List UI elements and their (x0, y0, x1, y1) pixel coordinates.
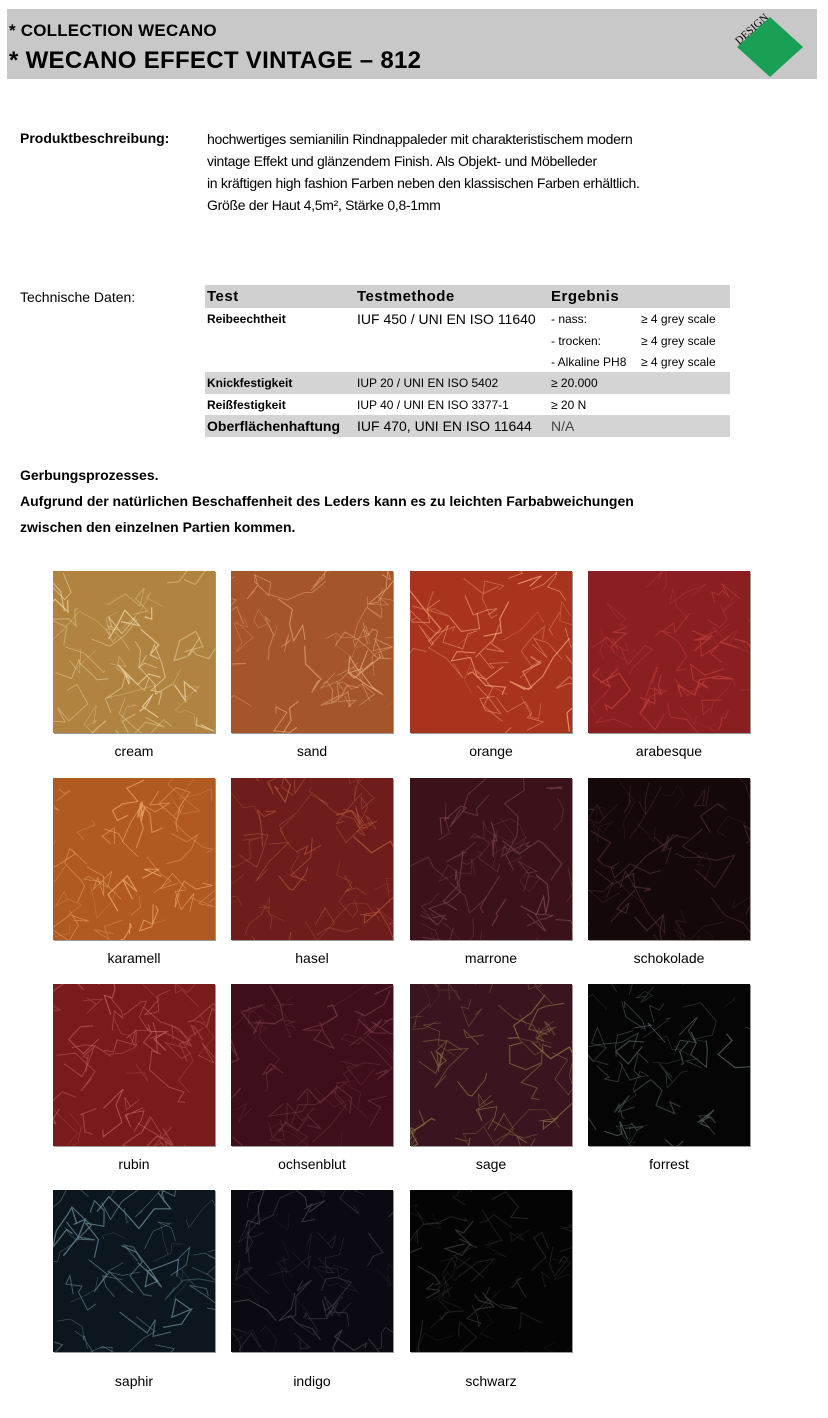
product-title: * WECANO EFFECT VINTAGE – 812 (9, 47, 422, 74)
test-extra: ≥ 4 grey scale (641, 354, 716, 369)
test-extra: ≥ 4 grey scale (641, 312, 716, 326)
swatch-label: indigo (293, 1373, 331, 1389)
collection-heading: * COLLECTION WECANO (9, 21, 217, 40)
test-result: - trocken: (551, 333, 602, 348)
test-extra: ≥ 4 grey scale (641, 333, 716, 348)
test-name (205, 351, 355, 372)
test-extra (639, 372, 730, 394)
test-extra (639, 415, 730, 437)
swatch-sage (410, 984, 572, 1146)
column-header-method: Testmethode (355, 285, 549, 308)
description-line: Größe der Haut 4,5m², Stärke 0,8-1mm (207, 197, 441, 213)
swatch-label: saphir (114, 1373, 154, 1389)
swatch-sand (231, 571, 393, 733)
header-bar (7, 9, 817, 79)
test-method: IUP 20 / UNI EN ISO 5402 (355, 372, 549, 394)
swatch-label: rubin (118, 1156, 150, 1172)
product-description (207, 128, 640, 216)
swatch-arabesque (588, 571, 750, 733)
swatch-cream (53, 571, 215, 733)
test-name: Reißfestigkeit (207, 397, 286, 412)
swatch-rubin (53, 984, 215, 1146)
test-name: Knickfestigkeit (205, 372, 355, 394)
swatch-label: ochsenblut (278, 1156, 346, 1172)
description-line: hochwertiges semianilin Rindnappaleder mit charakteristischem modern (207, 131, 633, 147)
test-result: ≥ 20 N (551, 397, 587, 412)
swatch-orange (410, 571, 572, 733)
swatch-schokolade (588, 778, 750, 940)
swatch-label: orange (469, 743, 513, 759)
table-row (205, 394, 730, 415)
swatch-label: sand (296, 743, 328, 759)
swatch-saphir (53, 1190, 215, 1352)
table-row (205, 372, 730, 394)
table-header-row (205, 285, 730, 308)
test-name (205, 330, 355, 351)
note-line: Aufgrund der natürlichen Beschaffenheit des Leders kann es zu leichten Farbabweichungen (20, 493, 634, 509)
test-method (355, 330, 549, 351)
swatch-label: cream (114, 743, 154, 759)
logo-text: DESIGN (732, 11, 771, 48)
swatch-ochsenblut (231, 984, 393, 1146)
swatch-forrest (588, 984, 750, 1146)
description-line: vintage Effekt und glänzendem Finish. Als Objekt- und Möbelleder (207, 153, 597, 169)
product-description-label: Produktbeschreibung: (20, 130, 170, 146)
swatch-hasel (231, 778, 393, 940)
technical-data-table (205, 285, 730, 437)
technical-data-label: Technische Daten: (20, 289, 136, 305)
swatch-schwarz (410, 1190, 572, 1352)
table-row (205, 415, 730, 437)
swatch-label: schokolade (633, 950, 705, 966)
table-row (205, 330, 730, 351)
test-method: IUF 470, UNI EN ISO 11644 (355, 415, 549, 437)
swatch-label: arabesque (635, 743, 703, 759)
test-method: IUF 450 / UNI EN ISO 11640 (357, 311, 536, 327)
table-row (205, 308, 730, 330)
notes-block (20, 462, 634, 540)
description-line: in kräftigen high fashion Farben neben den klassischen Farben erhältlich. (207, 175, 640, 191)
swatch-label: marrone (464, 950, 518, 966)
column-header-test: Test (205, 285, 355, 308)
test-method: IUP 40 / UNI EN ISO 3377-1 (357, 397, 509, 412)
swatch-label: sage (475, 1156, 507, 1172)
test-result: - nass: (551, 312, 588, 326)
design-logo (725, 9, 815, 79)
swatch-label: schwarz (465, 1373, 517, 1389)
column-header-result: Ergebnis (549, 285, 730, 308)
test-name: Reibeechtheit (207, 312, 286, 326)
swatch-karamell (53, 778, 215, 940)
swatch-marrone (410, 778, 572, 940)
swatch-label: hasel (295, 950, 329, 966)
test-extra (639, 394, 730, 415)
table-row (205, 351, 730, 372)
swatch-label: forrest (649, 1156, 689, 1172)
note-line: Gerbungsprozesses. (20, 467, 159, 483)
test-result: N/A (549, 415, 639, 437)
swatch-label: karamell (107, 950, 161, 966)
test-result: ≥ 20.000 (549, 372, 639, 394)
test-result: - Alkaline PH8 (551, 354, 627, 369)
note-line: zwischen den einzelnen Partien kommen. (20, 519, 296, 535)
swatch-indigo (231, 1190, 393, 1352)
test-method (355, 351, 549, 372)
test-name: Oberflächenhaftung (205, 415, 355, 437)
